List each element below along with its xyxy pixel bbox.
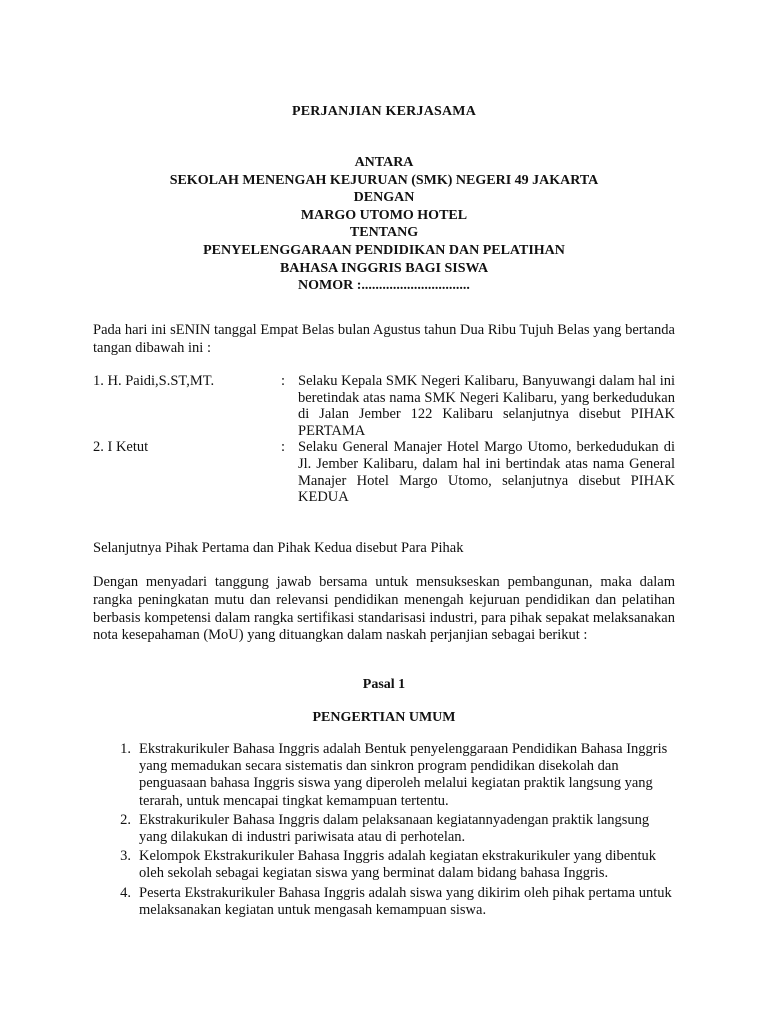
list-item — [93, 812, 675, 846]
header-line-nomor: NOMOR :............................... — [298, 278, 470, 294]
party-name: 1. H. Paidi,S.ST,MT. — [93, 373, 215, 389]
pasal-heading: PENGERTIAN UMUM — [312, 710, 456, 725]
opening-paragraph: Pada hari ini sENIN tanggal Empat Belas bulan Agustus tahun Dua Ribu Tujuh Belas yang bertanda tangan dibawah ini : — [93, 322, 675, 356]
header-line-dengan: DENGAN — [353, 190, 415, 206]
document-title: PERJANJIAN KERJASAMA — [291, 104, 477, 119]
header-line-antara: ANTARA — [354, 155, 414, 170]
header-line-subject-2: BAHASA INGGRIS BAGI SISWA — [279, 260, 489, 276]
header-line-hotel: MARGO UTOMO HOTEL — [300, 207, 468, 223]
party-name: 2. I Ketut — [93, 439, 149, 456]
header-line-tentang: TENTANG — [349, 225, 419, 241]
pasal-title: Pasal 1 — [362, 677, 406, 692]
definitions-list — [93, 741, 675, 921]
party-colon: : — [281, 439, 286, 456]
party-colon: : — [281, 373, 286, 389]
header-line-school: SEKOLAH MENENGAH KEJURUAN (SMK) NEGERI 49 JAKARTA — [169, 172, 599, 188]
list-item-text: Ekstrakurikuler Bahasa Inggris adalah Bentuk penyelenggaraan Pendidikan Bahasa Inggris yang memadukan secara sistematis dan sinkron program pendidikan disekolah dan penguasaan bahasa Inggris siswa yang diperoleh melalui kegiatan praktik langsung yang terarah, untuk mencapai tingkat kemampuan tertentu. — [139, 741, 668, 809]
list-item-text: Ekstrakurikuler Bahasa Inggris dalam pelaksanaan kegiatannyadengan praktik langsung yang dilakukan di industri pariwisata atau di perhotelan. — [139, 811, 650, 846]
list-item-number: 1. — [120, 741, 131, 757]
list-item-number: 3. — [120, 848, 131, 865]
party-row — [93, 373, 675, 439]
header-line-subject: PENYELENGGARAAN PENDIDIKAN DAN PELATIHAN — [203, 242, 565, 258]
list-item-number: 2. — [120, 811, 131, 828]
parties-list — [93, 373, 675, 506]
para-pihak-statement: Selanjutnya Pihak Pertama dan Pihak Kedua disebut Para Pihak — [93, 540, 464, 556]
list-item-text: Kelompok Ekstrakurikuler Bahasa Inggris adalah kegiatan ekstrakurikuler yang dibentuk oleh sekolah sebagai kegiatan siswa yang berminat dalam bidang bahasa Inggris. — [139, 848, 657, 882]
list-item — [93, 741, 675, 810]
list-item-number: 4. — [120, 884, 131, 901]
party-description: Selaku General Manajer Hotel Margo Utomo, berkedudukan di Jl. Jember Kalibaru, dalam hal ini bertindak atas nama General Manajer Hotel Margo Utomo, selanjutnya disebut PIHAK KEDUA — [298, 439, 675, 506]
party-row — [93, 439, 675, 505]
list-item-text: Peserta Ekstrakurikuler Bahasa Inggris adalah siswa yang dikirim oleh pihak pertama untuk melaksanakan kegiatan untuk mengasah kemampuan siswa. — [139, 884, 672, 918]
preamble-paragraph: Dengan menyadari tanggung jawab bersama untuk mensukseskan pembangunan, maka dalam rangka peningkatan mutu dan relevansi pendidikan menengah kejuruan pendidikan dan pelatihan berbasis kompetensi dalam rangka sertifikasi standarisasi industri, para pihak sepakat melaksanakan nota kesepahaman (MoU) yang dituangkan dalam naskah perjanjian sebagai berikut : — [93, 574, 675, 644]
list-item — [93, 848, 675, 882]
party-description: Selaku Kepala SMK Negeri Kalibaru, Banyuwangi dalam hal ini beretindak atas nama SMK Negeri Kalibaru, yang berkedudukan di Jalan Jember 122 Kalibaru selanjutnya disebut PIHAK PERTAMA — [298, 373, 675, 439]
agreement-header — [0, 154, 768, 295]
list-item — [93, 885, 675, 919]
